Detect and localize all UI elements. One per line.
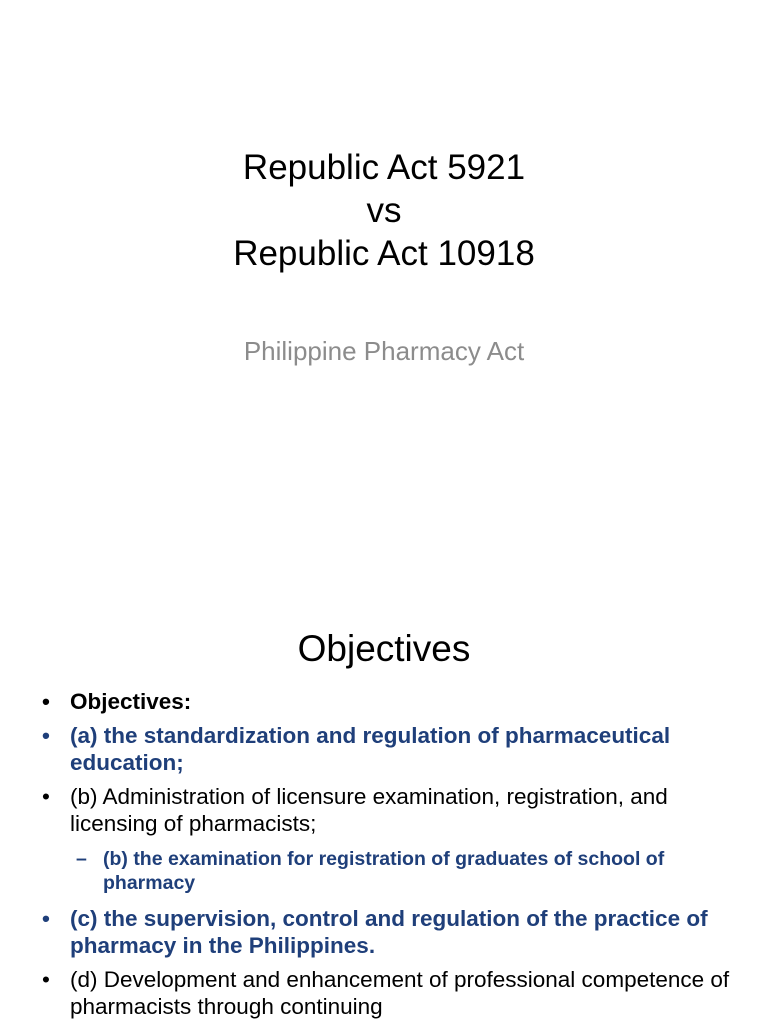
bullet-marker: • xyxy=(42,689,50,714)
title-line-3: Republic Act 10918 xyxy=(233,234,535,273)
dash-marker: – xyxy=(76,848,87,870)
bullet-text: (b) Administration of licensure examination, registration, and licensing of pharmacists; xyxy=(70,784,668,836)
slide-objectives xyxy=(0,576,768,1024)
slide-title-heading xyxy=(0,146,768,275)
list-item xyxy=(40,847,740,895)
bullet-marker: • xyxy=(42,967,50,992)
slide-subtitle: Philippine Pharmacy Act xyxy=(243,336,525,366)
bullet-marker: • xyxy=(42,723,50,748)
bullet-marker: • xyxy=(42,906,50,931)
objectives-heading: Objectives xyxy=(297,628,471,669)
title-line-2: vs xyxy=(366,191,402,230)
title-line-1: Republic Act 5921 xyxy=(242,148,526,187)
list-item xyxy=(40,722,740,776)
list-item xyxy=(40,905,740,959)
bullet-text: (c) the supervision, control and regulation of the practice of pharmacy in the Philippines. xyxy=(70,906,708,958)
bullet-marker: • xyxy=(42,784,50,809)
list-item xyxy=(40,783,740,837)
bullet-text: (b) the examination for registration of graduates of school of pharmacy xyxy=(103,848,665,894)
objectives-list xyxy=(40,688,740,1024)
bullet-text: Objectives: xyxy=(70,689,192,714)
bullet-text: (a) the standardization and regulation of pharmaceutical education; xyxy=(70,723,671,775)
list-item xyxy=(40,966,740,1020)
list-item xyxy=(40,688,740,715)
bullet-text: (d) Development and enhancement of professional competence of pharmacists through continuing xyxy=(70,967,730,1019)
